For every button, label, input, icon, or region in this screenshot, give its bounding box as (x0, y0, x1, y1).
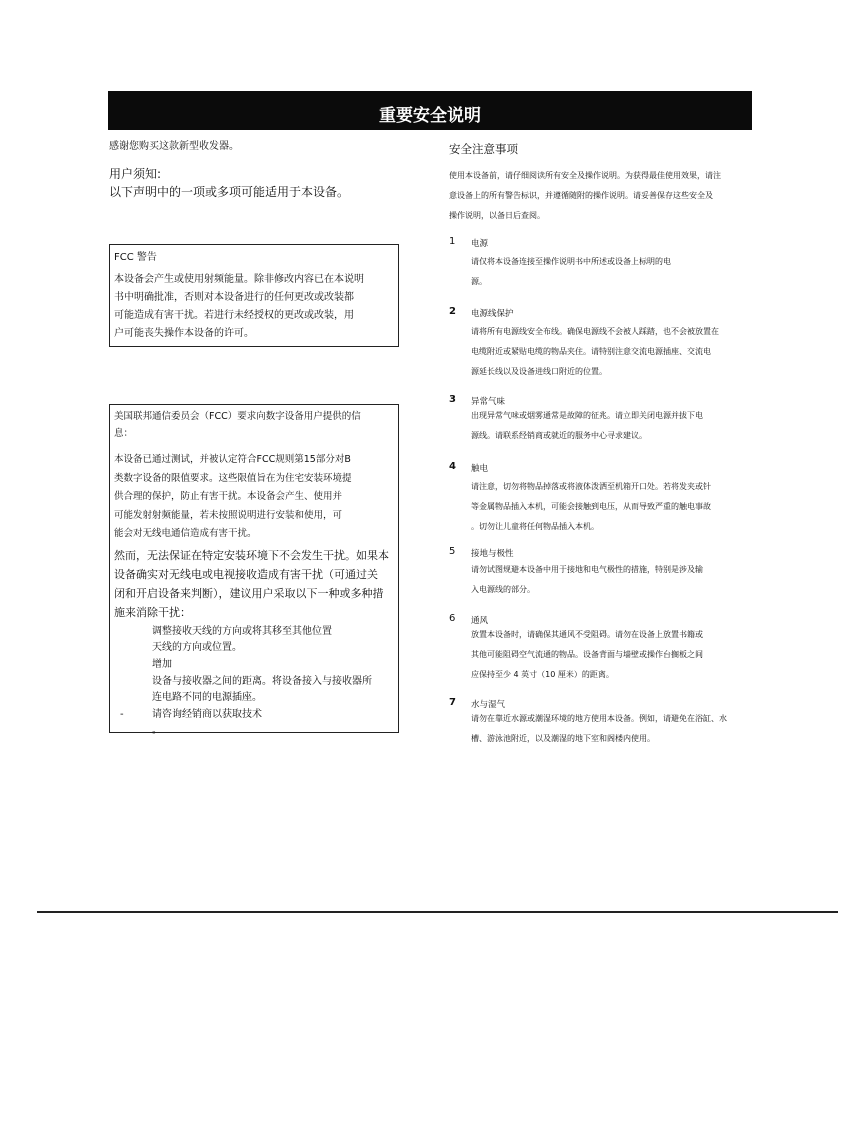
item-body (471, 625, 753, 685)
list-item-line: 设备与接收器之间的距离。将设备接入与接收器所 (152, 675, 372, 687)
item-number: 2 (449, 306, 456, 317)
fcc-user-intro-line: 美国联邦通信委员会（FCC）要求向数字设备用户提供的信 (114, 411, 361, 422)
item-line: 源延长线以及设备进线口附近的位置。 (471, 367, 607, 376)
item-line: 。切勿让儿童将任何物品插入本机。 (471, 522, 599, 531)
fcc-test-line: 供合理的保护，防止有害干扰。本设备会产生、使用并 (114, 491, 343, 502)
item-line: 入电源线的部分。 (471, 585, 535, 594)
safety-intro-line: 使用本设备前，请仔细阅读所有安全及操作说明。为获得最佳使用效果，请注 (449, 171, 721, 180)
fcc-interference-line: 闭和开启设备来判断），建议用户采取以下一种或多种措 (114, 586, 384, 600)
safety-item-abnormal-odor (449, 394, 753, 446)
safety-item-power (449, 236, 753, 292)
safety-item-water-moisture (449, 697, 753, 749)
item-line: 请勿试图规避本设备中用于接地和电气极性的措施，特别是涉及输 (471, 565, 703, 574)
fcc-warning-line: 本设备会产生或使用射频能量。除非修改内容已在本说明 (114, 274, 364, 285)
item-line: 槽、游泳池附近，以及潮湿的地下室和阁楼内使用。 (471, 734, 655, 743)
fcc-user-info-box (109, 404, 399, 736)
item-line: 请勿在靠近水源或潮湿环境的地方使用本设备。例如，请避免在浴缸、水 (471, 714, 727, 723)
list-item (114, 624, 394, 656)
item-body (471, 477, 753, 537)
interference-measures-list (114, 624, 394, 739)
item-line: 其他可能阻碍空气流通的物品。设备背面与墙壁或操作台搁板之间 (471, 650, 703, 659)
fcc-test-line: 类数字设备的限值要求。这些限值旨在为住宅安装环境提 (114, 472, 352, 484)
item-title: 异常气味 (471, 397, 506, 407)
item-line: 应保持至少 4 英寸（10 厘米）的距离。 (471, 670, 614, 679)
item-body (471, 560, 753, 600)
page-title: 重要安全说明 (108, 91, 752, 130)
list-item-line: 调整接收天线的方向或将其移至其他位置 (152, 625, 332, 637)
fcc-interference-statement (114, 546, 394, 622)
item-title: 电源线保护 (471, 309, 514, 319)
fcc-warning-title: FCC 警告 (114, 252, 157, 263)
list-item-line: 。 (152, 724, 162, 736)
item-line: 等金属物品插入本机，可能会接触到电压，从而导致严重的触电事故 (471, 502, 711, 511)
fcc-test-line: 能会对无线电通信造成有害干扰。 (114, 528, 257, 539)
item-line: 源线。请联系经销商或就近的服务中心寻求建议。 (471, 431, 647, 440)
item-body (471, 252, 753, 292)
notice-text: 以下声明中的一项或多项可能适用于本设备。 (109, 185, 350, 199)
list-item-line: 天线的方向或位置。 (152, 641, 242, 653)
notice-label: 用户须知: (109, 167, 162, 181)
item-line: 出现异常气味或烟雾通常是故障的征兆。请立即关闭电源并拔下电 (471, 411, 703, 420)
item-line: 源。 (471, 277, 487, 286)
safety-section-title: 安全注意事项 (449, 142, 518, 156)
item-line: 电缆附近或紧贴电缆的物品夹住。请特别注意交流电源插座、交流电 (471, 347, 711, 356)
item-line: 请将所有电源线安全布线。确保电源线不会被人踩踏，也不会被放置在 (471, 327, 719, 336)
fcc-user-intro (114, 408, 394, 442)
item-title: 接地与极性 (471, 549, 514, 559)
fcc-interference-line: 设备确实对无线电或电视接收造成有害干扰（可通过关 (114, 567, 378, 581)
item-number: 5 (449, 546, 456, 557)
fcc-warning-line: 书中明确批准，否则对本设备进行的任何更改或改装都 (114, 292, 354, 303)
thanks-text: 感谢您购买这款新型收发器。 (109, 141, 239, 152)
item-body (471, 322, 753, 382)
item-line: 请仅将本设备连接至操作说明书中所述或设备上标明的电 (471, 257, 671, 266)
list-item (114, 674, 394, 706)
safety-item-grounding (449, 546, 753, 600)
safety-item-ventilation (449, 613, 753, 685)
item-line: 请注意，切勿将物品掉落或将液体泼洒至机箱开口处。若将发夹或针 (471, 482, 711, 491)
item-body (471, 406, 753, 446)
fcc-test-line: 可能发射射频能量，若未按照说明进行安装和使用，可 (114, 509, 343, 521)
safety-intro-line: 意设备上的所有警告标识，并遵循随附的操作说明。请妥善保存这些安全及 (449, 191, 713, 200)
list-item (114, 657, 394, 673)
item-title: 触电 (471, 464, 489, 474)
list-item (114, 707, 394, 739)
item-line: 放置本设备时，请确保其通风不受阻碍。请勿在设备上放置书籍或 (471, 630, 703, 639)
item-number: 4 (449, 461, 456, 472)
list-item-line: 连电路不同的电源插座。 (152, 691, 262, 703)
bottom-divider (37, 911, 838, 913)
fcc-test-statement (114, 451, 394, 544)
safety-intro (449, 166, 753, 226)
fcc-interference-line: 然而，无法保证在特定安装环境下不会发生干扰。如果本 (114, 548, 389, 562)
item-body (471, 709, 753, 749)
fcc-interference-line: 施来消除干扰： (114, 605, 191, 619)
list-item-line: 增加 (152, 658, 172, 670)
fcc-warning-line: 户可能丧失操作本设备的许可。 (114, 328, 254, 339)
list-bullet: - (120, 708, 124, 720)
item-title: 水与湿气 (471, 700, 506, 710)
fcc-warning-box (109, 244, 399, 347)
item-number: 7 (449, 697, 456, 708)
item-number: 3 (449, 394, 456, 405)
item-title: 电源 (471, 239, 489, 249)
safety-intro-line: 操作说明，以备日后查阅。 (449, 211, 545, 220)
item-title: 通风 (471, 616, 489, 626)
safety-item-cord-protection (449, 306, 753, 382)
fcc-user-intro-line: 息： (114, 428, 134, 439)
fcc-warning-text (114, 271, 394, 343)
item-number: 6 (449, 613, 456, 624)
fcc-test-line: 本设备已通过测试，并被认定符合FCC规则第15部分对B (114, 454, 351, 465)
safety-item-electric-shock (449, 461, 753, 537)
item-number: 1 (449, 236, 456, 247)
list-item-line: 请咨询经销商以获取技术 (152, 708, 262, 720)
fcc-warning-line: 可能造成有害干扰。若进行未经授权的更改或改装，用 (114, 310, 354, 321)
